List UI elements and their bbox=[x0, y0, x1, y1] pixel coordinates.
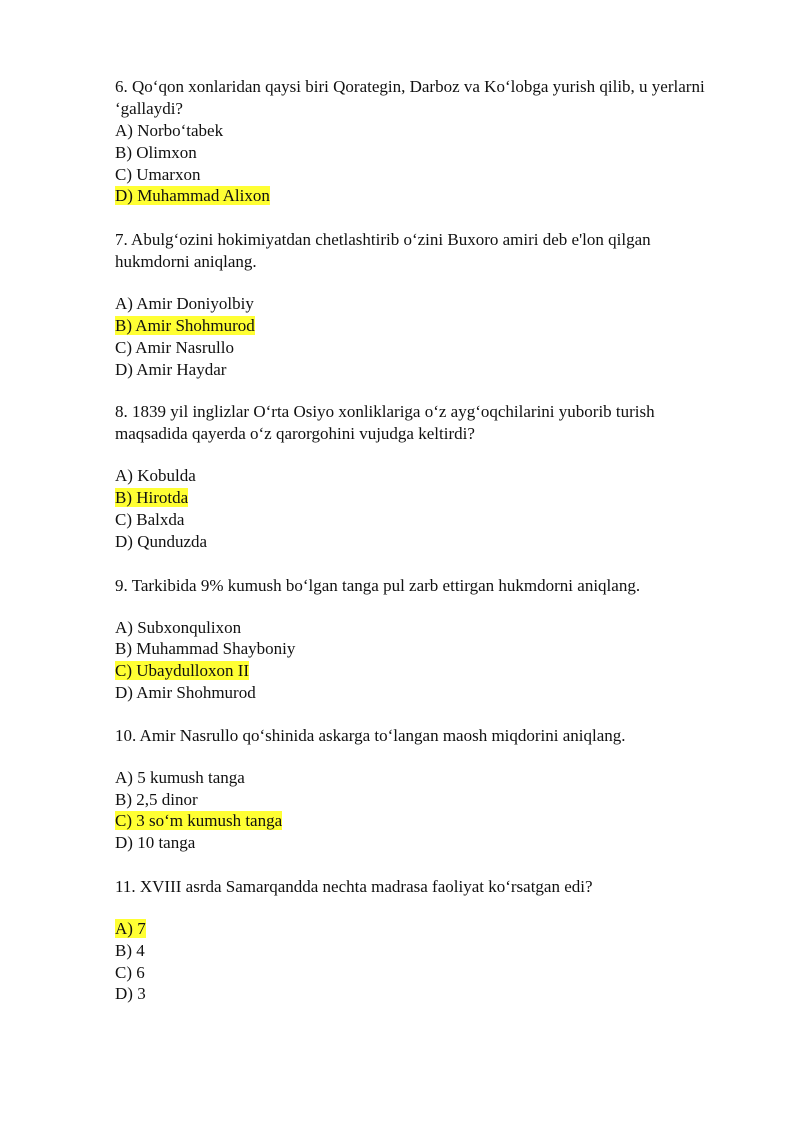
option-c: C) 6 bbox=[115, 962, 145, 982]
option-a: A) Kobulda bbox=[115, 466, 196, 486]
answer-options bbox=[115, 617, 725, 704]
option-a-correct: A) 7 bbox=[115, 918, 146, 938]
option-b: B) 2,5 dinor bbox=[115, 789, 198, 809]
option-c: C) Amir Nasrullo bbox=[115, 337, 234, 357]
question-6 bbox=[115, 76, 725, 207]
option-b: B) Muhammad Shayboniy bbox=[115, 639, 296, 659]
question-10 bbox=[115, 725, 725, 854]
option-d: D) Amir Haydar bbox=[115, 359, 227, 379]
answer-options bbox=[115, 767, 725, 854]
question-text: 6. Qo‘qon xonlaridan qaysi biri Qorategin, Darboz va Ko‘lobga yurish qilib, u yerlarni ‘gallaydi? bbox=[115, 77, 705, 118]
option-d: D) 10 tanga bbox=[115, 833, 196, 853]
question-text: 7. Abulg‘ozini hokimiyatdan chetlashtirib o‘zini Buxoro amiri deb e'lon qilgan hukmdorni aniqlang. bbox=[115, 230, 651, 272]
option-d-correct: D) Muhammad Alixon bbox=[115, 186, 270, 206]
answer-options bbox=[115, 918, 725, 1005]
option-a: A) Amir Doniyolbiy bbox=[115, 294, 254, 314]
question-text: 10. Amir Nasrullo qo‘shinida askarga to‘langan maosh miqdorini aniqlang. bbox=[115, 725, 626, 745]
question-text: 8. 1839 yil inglizlar O‘rta Osiyo xonliklariga o‘z ayg‘oqchilarini yuborib turish maqsadida qayerda o‘z qarorgohini vujudga keltirdi? bbox=[115, 402, 655, 444]
option-c-correct: C) 3 so‘m kumush tanga bbox=[115, 811, 283, 831]
question-8 bbox=[115, 401, 725, 552]
option-c: C) Umarxon bbox=[115, 164, 201, 184]
option-c-correct: C) Ubaydulloxon II bbox=[115, 661, 250, 681]
answer-options bbox=[115, 293, 725, 380]
option-b: B) Olimxon bbox=[115, 142, 197, 162]
option-d: D) 3 bbox=[115, 984, 146, 1004]
option-b-correct: B) Hirotda bbox=[115, 488, 189, 508]
option-b: B) 4 bbox=[115, 940, 145, 960]
answer-options bbox=[115, 120, 725, 207]
question-text: 9. Tarkibida 9% kumush bo‘lgan tanga pul zarb ettirgan hukmdorni aniqlang. bbox=[115, 575, 641, 595]
question-9 bbox=[115, 575, 725, 704]
option-a: A) Norbo‘tabek bbox=[115, 121, 224, 140]
document-page bbox=[115, 76, 725, 1005]
option-a: A) 5 kumush tanga bbox=[115, 767, 245, 787]
option-c: C) Balxda bbox=[115, 509, 185, 529]
question-text: 11. XVIII asrda Samarqandda nechta madrasa faoliyat ko‘rsatgan edi? bbox=[115, 876, 593, 896]
option-d: D) Amir Shohmurod bbox=[115, 682, 256, 702]
option-b-correct: B) Amir Shohmurod bbox=[115, 315, 255, 335]
question-7 bbox=[115, 229, 725, 380]
option-d: D) Qunduzda bbox=[115, 531, 208, 551]
answer-options bbox=[115, 465, 725, 552]
option-a: A) Subxonqulixon bbox=[115, 617, 242, 637]
question-11 bbox=[115, 876, 725, 1005]
